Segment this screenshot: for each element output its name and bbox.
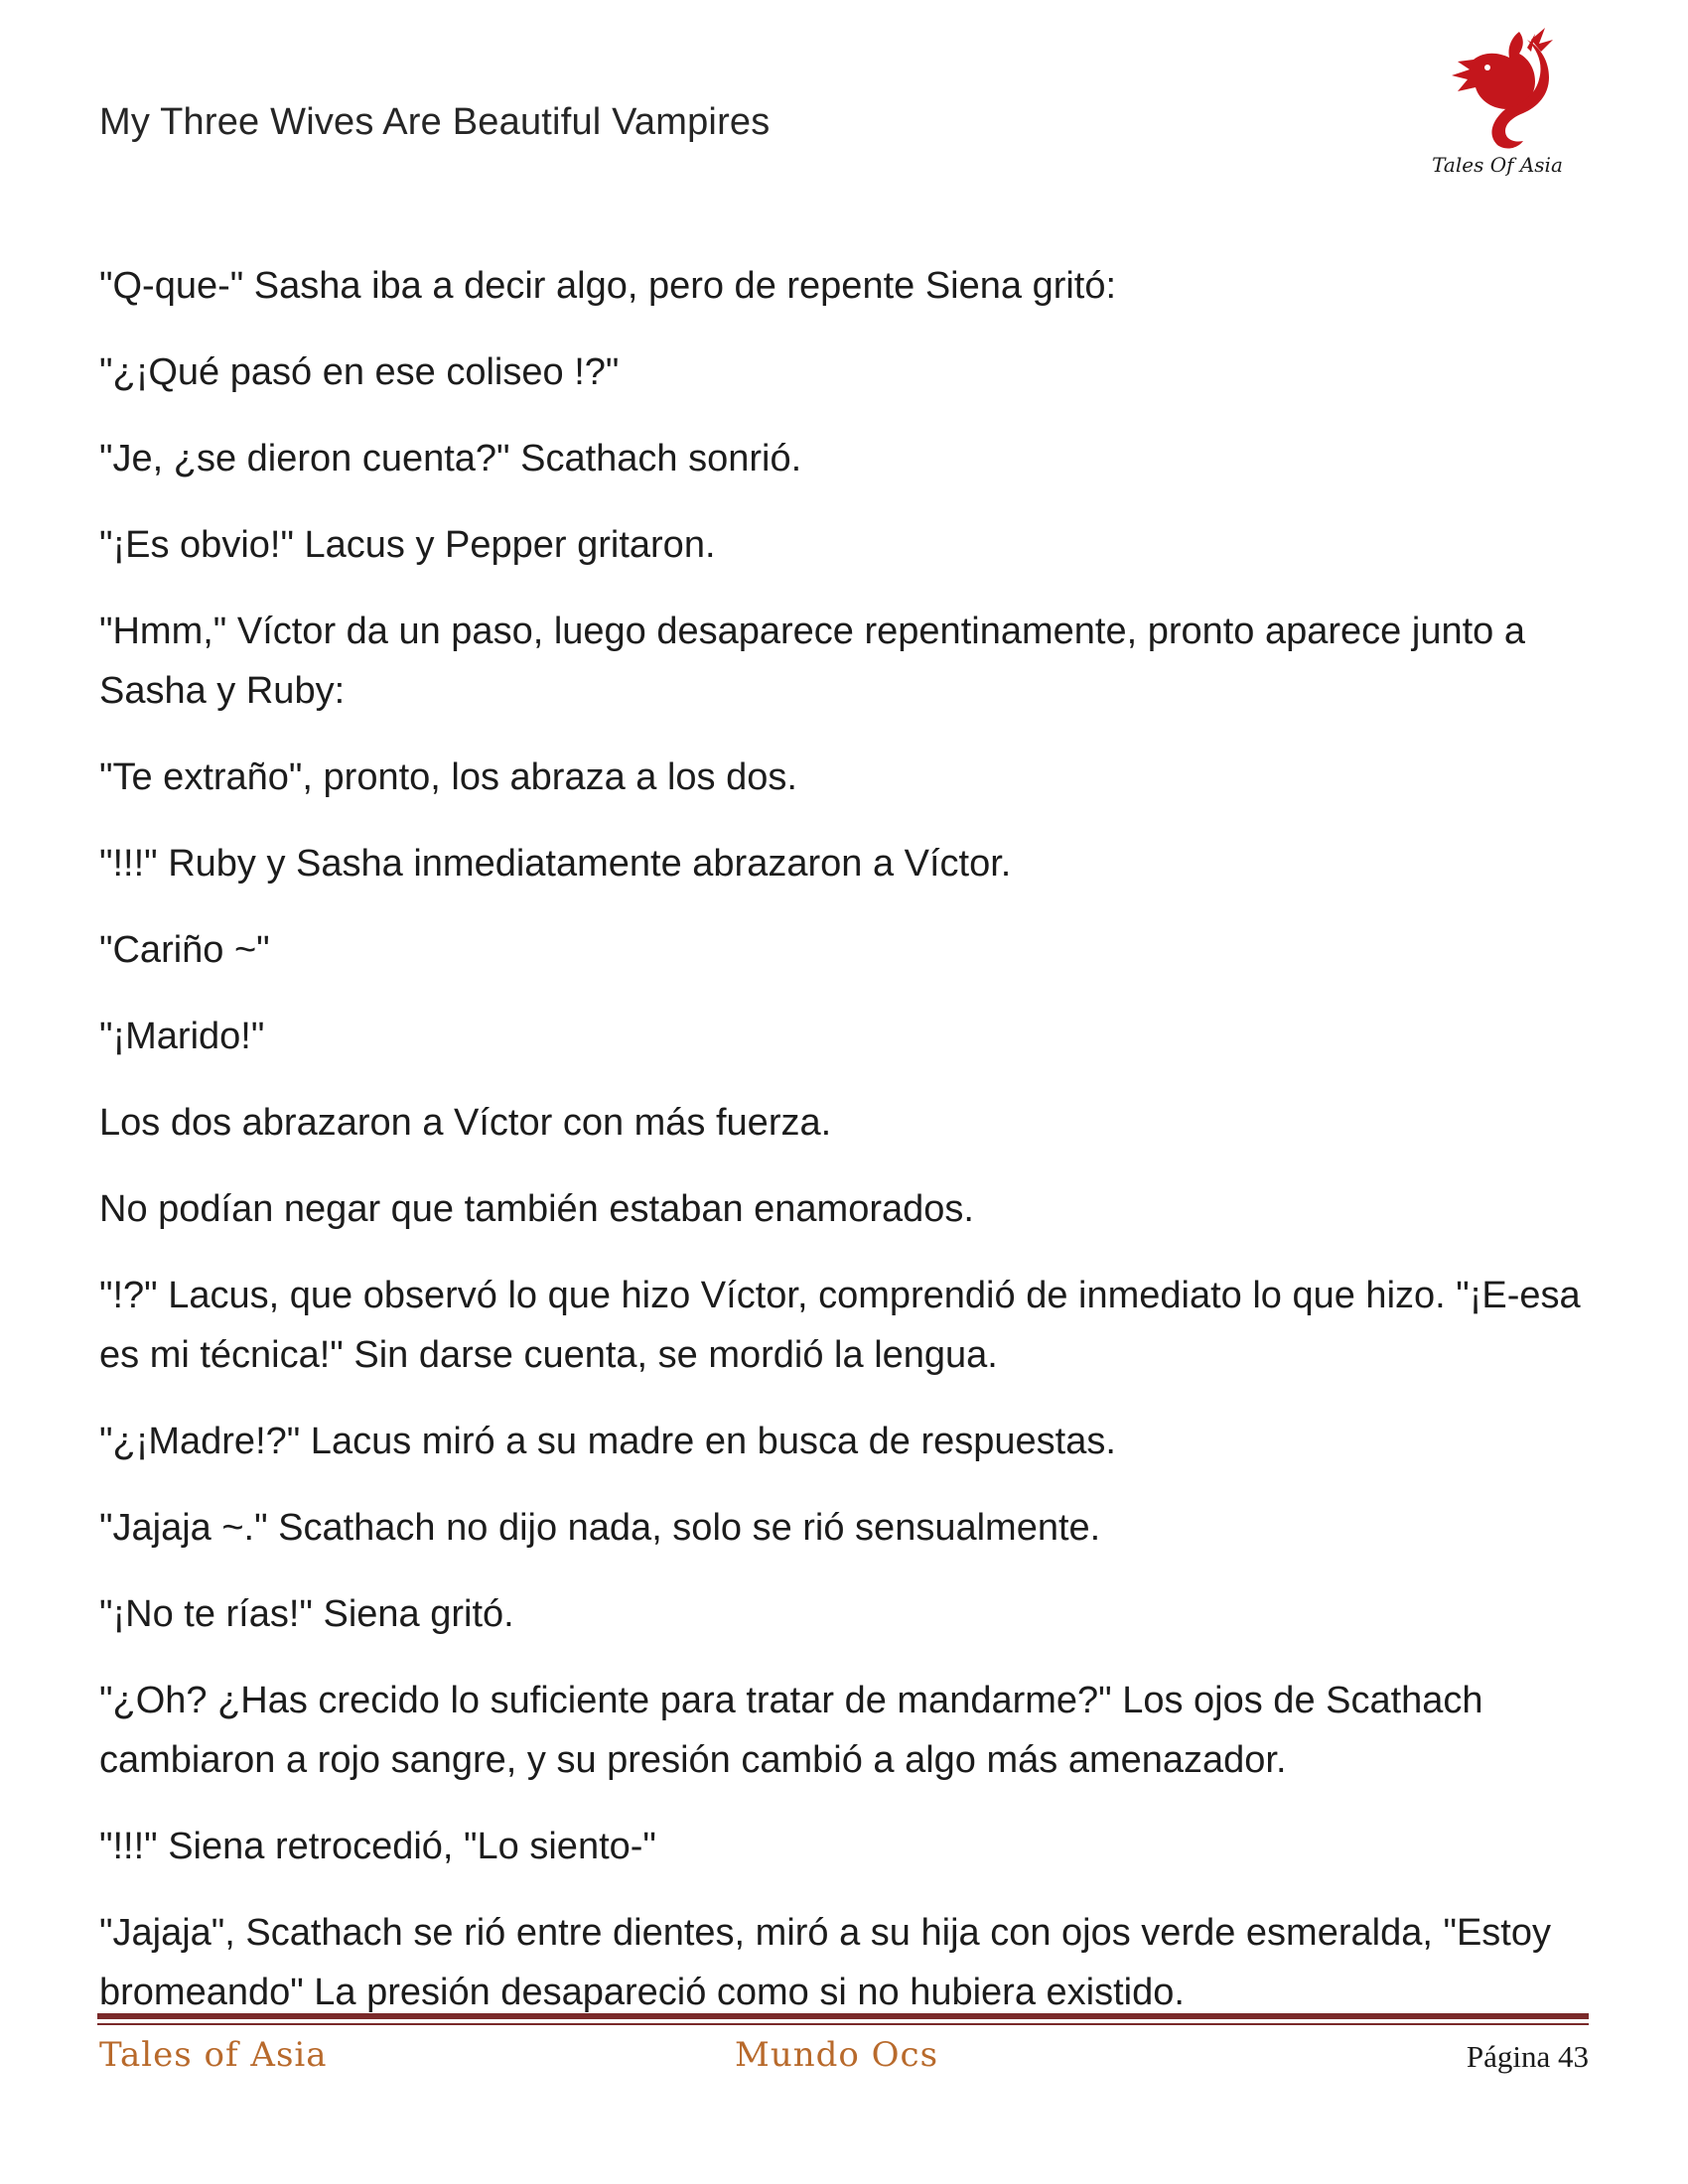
paragraph: "¿¡Madre!?" Lacus miró a su madre en busca de respuestas. bbox=[99, 1421, 1116, 1462]
paragraph: "Je, ¿se dieron cuenta?" Scathach sonrió. bbox=[99, 438, 802, 479]
paragraph: "Jajaja", Scathach se rió entre dientes, miró a su hija con ojos verde esmeralda, "Estoy bromeando" La presión desapareció como si no hubiera existido. bbox=[99, 1912, 1551, 2013]
red-dragon-icon bbox=[1428, 18, 1567, 157]
document-body bbox=[99, 256, 1589, 2049]
paragraph: Los dos abrazaron a Víctor con más fuerza. bbox=[99, 1102, 832, 1144]
paragraph: "Hmm," Víctor da un paso, luego desaparece repentinamente, pronto aparece junto a Sasha y Ruby: bbox=[99, 611, 1525, 712]
paragraph: No podían negar que también estaban enamorados. bbox=[99, 1188, 974, 1230]
paragraph: "!?" Lacus, que observó lo que hizo Víctor, comprendió de inmediato lo que hizo. "¡E-esa es mi técnica!" Sin darse cuenta, se mordió la lengua. bbox=[99, 1275, 1581, 1376]
paragraph: "Cariño ~" bbox=[99, 929, 270, 971]
footer-divider-thin bbox=[97, 2023, 1589, 2025]
paragraph: "¿¡Qué pasó en ese coliseo !?" bbox=[99, 351, 620, 393]
paragraph: "!!!" Siena retrocedió, "Lo siento-" bbox=[99, 1826, 656, 1867]
paragraph: "Te extraño", pronto, los abraza a los dos. bbox=[99, 756, 797, 798]
page-number: Página 43 bbox=[1466, 2039, 1589, 2074]
paragraph: "¡Marido!" bbox=[99, 1016, 265, 1057]
paragraph: "¡Es obvio!" Lacus y Pepper gritaron. bbox=[99, 524, 716, 566]
paragraph: "!!!" Ruby y Sasha inmediatamente abrazaron a Víctor. bbox=[99, 843, 1012, 885]
logo-text: Tales Of Asia bbox=[1432, 153, 1563, 177]
footer-section-name: Mundo Ocs bbox=[735, 2035, 939, 2075]
document-header-title: My Three Wives Are Beautiful Vampires bbox=[99, 101, 771, 143]
paragraph: "¡No te rías!" Siena gritó. bbox=[99, 1593, 514, 1635]
paragraph: "¿Oh? ¿Has crecido lo suficiente para tratar de mandarme?" Los ojos de Scathach cambiaron a rojo sangre, y su presión cambió a algo más amenazador. bbox=[99, 1680, 1483, 1781]
paragraph: "Jajaja ~." Scathach no dijo nada, solo se rió sensualmente. bbox=[99, 1507, 1101, 1549]
footer-divider-thick bbox=[97, 2013, 1589, 2019]
paragraph: "Q-que-" Sasha iba a decir algo, pero de repente Siena gritó: bbox=[99, 265, 1117, 307]
tales-of-asia-logo bbox=[1428, 18, 1567, 187]
footer-site-name: Tales of Asia bbox=[99, 2035, 328, 2075]
